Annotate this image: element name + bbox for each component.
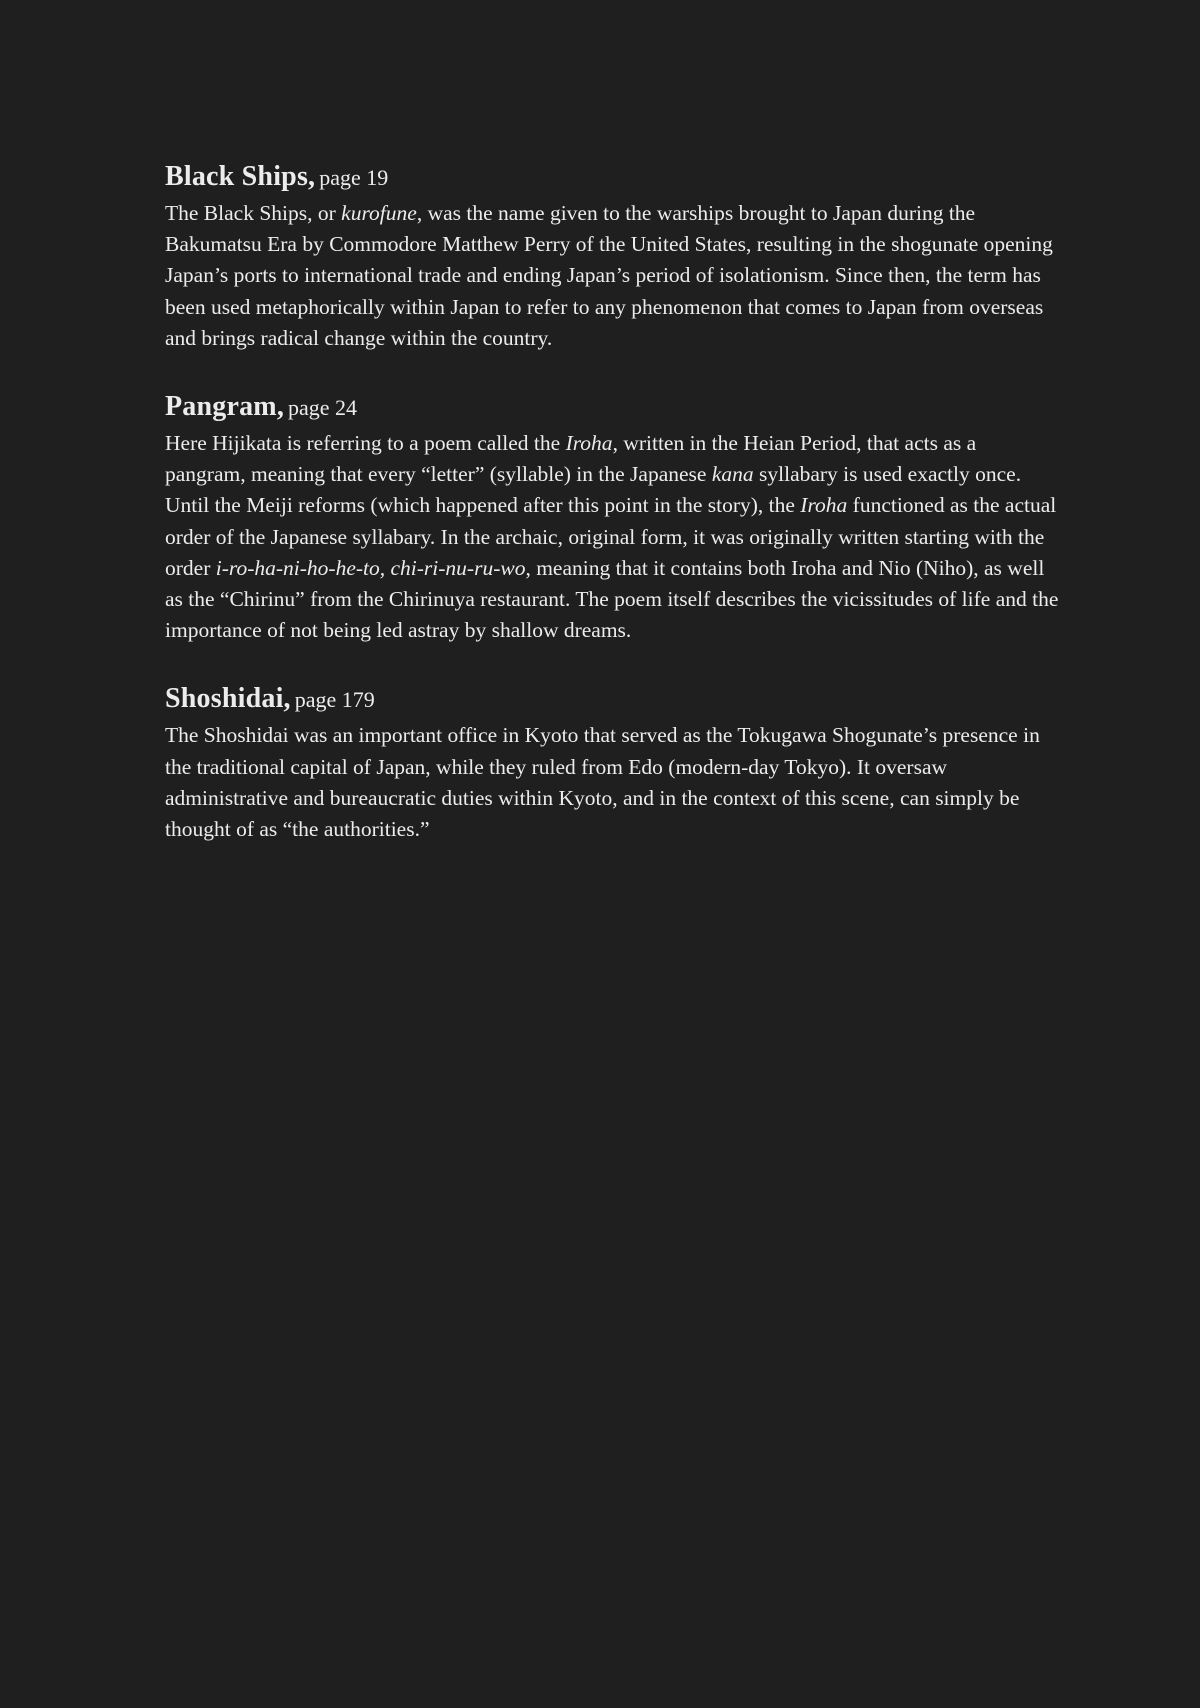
note-text: Here Hijikata is referring to a poem called the bbox=[165, 431, 566, 456]
note-italic-term: kurofune bbox=[341, 201, 417, 225]
note-text: , meaning that it contains both Iroha and Nio (Niho), as well as the “Chirinu” from the Chirinuya restaurant. The poem itself describes the vicissitudes of life and the importance of not being led astray by shallow dreams. bbox=[165, 555, 1059, 643]
note-text: The Black Ships, or bbox=[165, 201, 342, 225]
note-page-ref: page 179 bbox=[294, 687, 375, 713]
note-heading bbox=[165, 160, 1060, 198]
note-text: functioned as the actual order of the Japanese syllabary. In the archaic, original form, it was originally written starting with the order bbox=[165, 493, 1057, 580]
note-text: , was the name given to the warships brought to Japan during the Bakumatsu Era by Commodore Matthew Perry of the United States, resulting in the shogunate opening Japan’s ports to international trade and ending Japan’s period of isolationism. Since then, the term has been used metaphorically within Japan to refer to any phenomenon that comes to Japan from overseas and brings radical change within the country. bbox=[165, 201, 1053, 350]
translation-notes bbox=[165, 160, 1060, 881]
note-body bbox=[165, 720, 1060, 845]
note-term: Pangram, bbox=[165, 391, 285, 423]
note-italic-term: Iroha bbox=[565, 431, 613, 456]
note-body bbox=[165, 428, 1060, 646]
note-body bbox=[165, 198, 1060, 354]
note-italic-term: i-ro-ha-ni-ho-he-to, chi-ri-nu-ru-wo bbox=[215, 555, 526, 580]
note-term: Black Ships, bbox=[165, 161, 316, 192]
note-page-ref: page 24 bbox=[288, 395, 358, 421]
note-heading bbox=[165, 682, 1060, 720]
note-text: syllabary is used exactly once. Until the Meiji reforms (which happened after this point in the story), the bbox=[165, 462, 1022, 518]
note-page-ref: page 19 bbox=[319, 165, 389, 190]
note-black-ships bbox=[165, 160, 1060, 354]
note-text: , written in the Heian Period, that acts as a pangram, meaning that every “letter” (syllable) in the Japanese bbox=[165, 431, 977, 487]
note-italic-term: Iroha bbox=[800, 493, 848, 518]
note-pangram bbox=[165, 390, 1060, 646]
note-text: The Shoshidai was an important office in Kyoto that served as the Tokugawa Shogunate’s presence in the traditional capital of Japan, while they ruled from Edo (modern-day Tokyo). It oversaw administrative and bureaucratic duties within Kyoto, and in the context of this scene, can simply be thought of as “the authorities.” bbox=[165, 723, 1040, 842]
note-italic-term: kana bbox=[711, 462, 754, 487]
note-term: Shoshidai, bbox=[165, 683, 291, 715]
note-shoshidai bbox=[165, 682, 1060, 845]
note-heading bbox=[165, 390, 1060, 428]
